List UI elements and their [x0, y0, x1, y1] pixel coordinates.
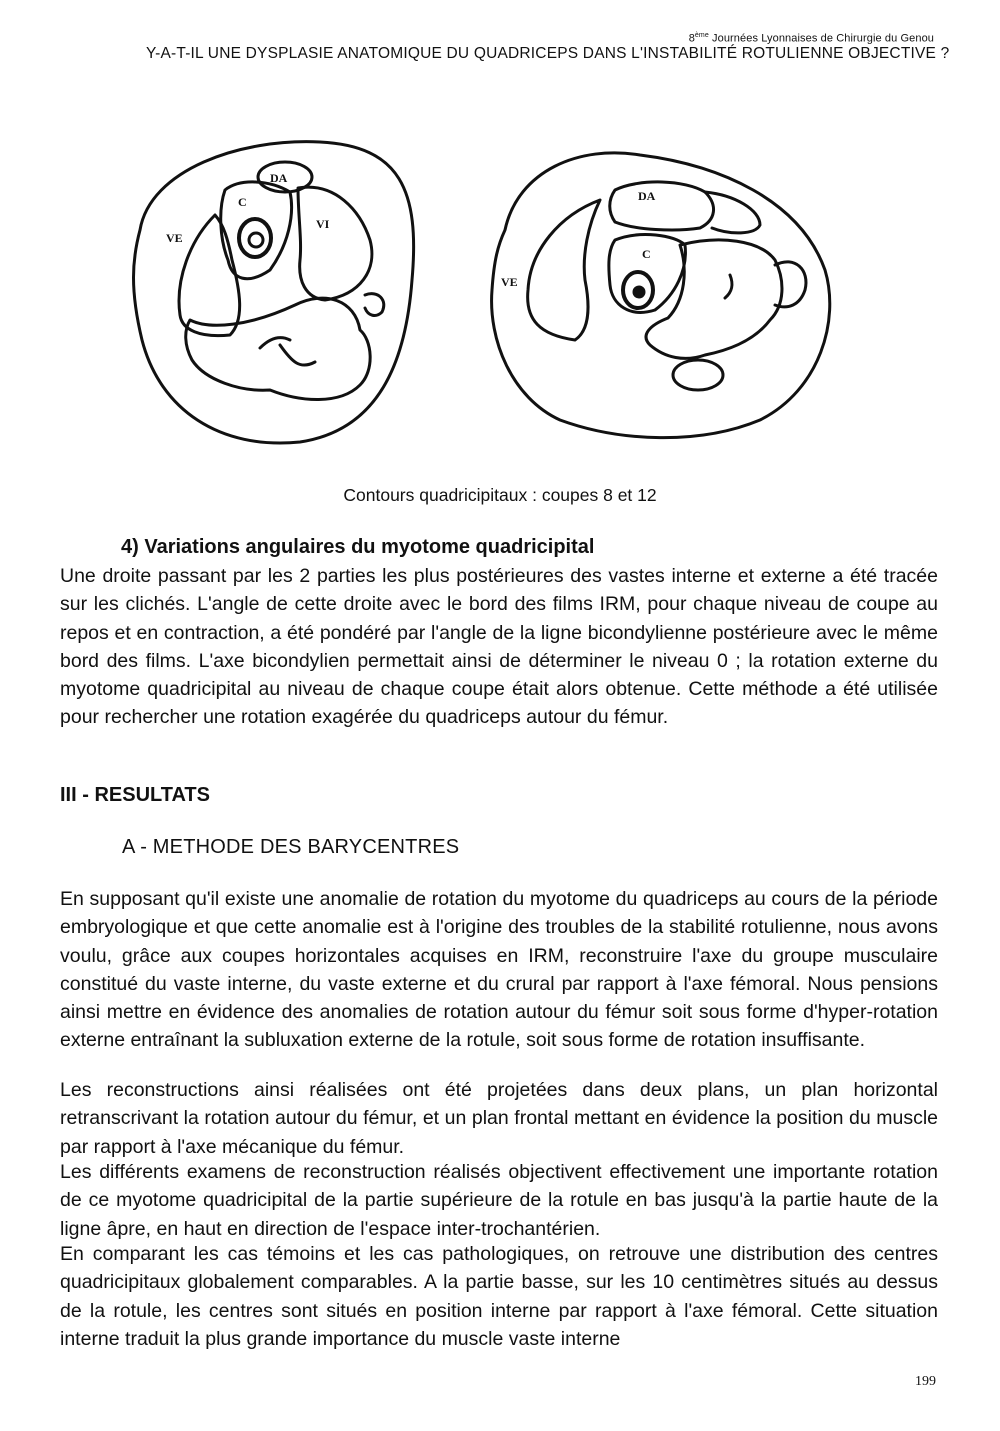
page-number: 199 [915, 1374, 936, 1389]
results-paragraph-4: En comparant les cas témoins et les cas pathologiques, on retrouve une distribution des centres quadricipitaux globalement comparables. A la partie basse, sur les 10 centimètres situés au dessus de la rotule, les centres sont situés en position interne par rapport à l'axe fémoral. Cette situation interne traduit la plus grande importance du muscle vaste interne [60, 1243, 938, 1350]
conference-header [689, 32, 934, 45]
right-label-ve: VE [501, 275, 518, 289]
contour-drawings [120, 130, 850, 470]
left-femur [239, 219, 271, 257]
left-label-ve: VE [166, 231, 183, 245]
results-paragraph-3: Les différents examens de reconstruction réalisés objectivent effectivement une importante rotation de ce myotome quadricipital de la partie supérieure de la rotule en bas jusqu'à la partie haute de la ligne âpre, en haut en direction de l'espace inter-trochantérien. [60, 1161, 938, 1240]
right-outer-contour [492, 153, 830, 438]
conference-superscript: ème [694, 32, 709, 39]
right-da-muscle [610, 182, 714, 230]
running-title: Y-A-T-IL UNE DYSPLASIE ANATOMIQUE DU QUADRICEPS DANS L'INSTABILITÉ ROTULIENNE OBJECTIVE ? [146, 45, 950, 62]
left-lateral-lobe [365, 294, 384, 316]
section-4-paragraph: Une droite passant par les 2 parties les plus postérieures des vastes interne et externe a été tracée sur les clichés. L'angle de cette droite avec le bord des films IRM, pour chaque niveau de coupe au repos et en contraction, a été pondéré par l'angle de la ligne bicondylienne postérieure avec le même bord des films. L'axe bicondylien permettait ainsi de déterminer le niveau 0 ; la rotation externe du myotome quadricipital au niveau de chaque coupe était alors obtenue. Cette méthode a été utilisée pour rechercher une rotation exagérée du quadriceps autour du fémur. [60, 565, 938, 729]
right-label-c: C [642, 247, 651, 261]
mri-contour-figure [120, 130, 850, 470]
section-4-heading: 4) Variations angulaires du myotome quadricipital [121, 536, 595, 558]
left-label-vi: VI [316, 217, 330, 231]
right-inner-mark [725, 275, 732, 298]
left-posterior-mass [186, 298, 370, 399]
left-femur-marrow [249, 233, 263, 247]
left-posterior-line-b [280, 345, 315, 365]
left-posterior-line-a [260, 338, 290, 348]
left-label-da: DA [270, 171, 288, 185]
right-ve-muscle [528, 200, 600, 340]
conference-number: 8 [688, 32, 695, 45]
right-label-da: DA [638, 189, 656, 203]
left-label-c: C [238, 195, 247, 209]
right-femur-marrow [634, 287, 644, 297]
left-c-muscle [221, 182, 292, 279]
figure-caption: Contours quadricipitaux : coupes 8 et 12 [343, 485, 657, 505]
conference-name: Journées Lyonnaises de Chirurgie du Genou [708, 32, 934, 45]
results-paragraph-2: Les reconstructions ainsi réalisées ont été projetées dans deux plans, un plan horizontal retranscrivant la rotation autour du fémur, et un plan frontal mettant en évidence la position du muscle par rapport à l'axe mécanique du fémur. [60, 1079, 938, 1158]
left-ve-muscle [179, 215, 240, 336]
left-vi-muscle [298, 187, 372, 300]
results-heading: III - RESULTATS [60, 784, 210, 806]
barycentres-subheading: A - METHODE DES BARYCENTRES [122, 836, 460, 858]
right-posterior-lobe [673, 360, 723, 390]
results-paragraph-1: En supposant qu'il existe une anomalie de rotation du myotome du quadriceps au cours de la période embryologique et que cette anomalie est à l'origine des troubles de la stabilité rotulienne, nous avons voulu, grâce aux coupes horizontales acquises en IRM, reconstruire l'axe du groupe musculaire constitué du vaste interne, du vaste externe et du crural par rapport à l'axe fémoral. Nous pensions ainsi mettre en évidence des anomalies de rotation autour du fémur soit sous forme d'hyper-rotation externe entraînant la subluxation externe de la rotule, soit sous forme de rotation insuffisante. [60, 888, 938, 1052]
